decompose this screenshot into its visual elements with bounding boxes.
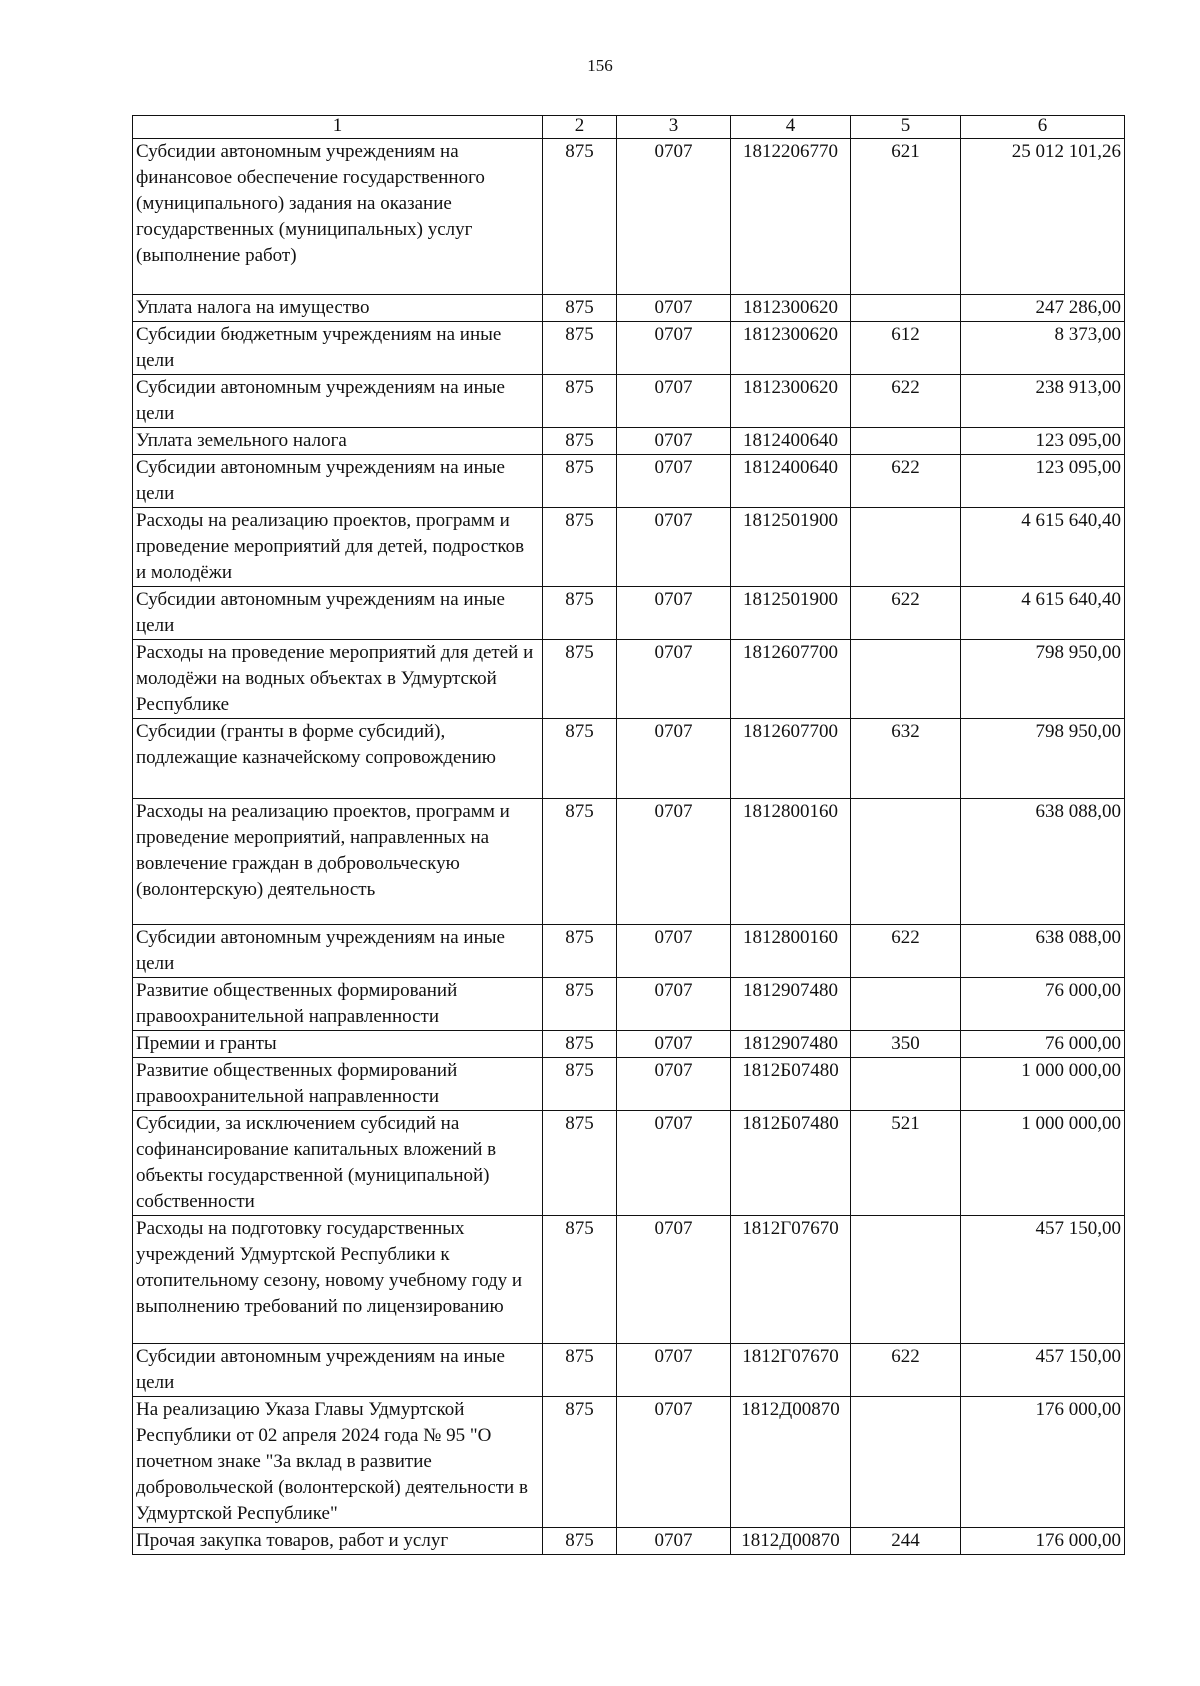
cell-ministry-code: 875 [543,1031,617,1058]
column-header-3: 3 [617,116,731,139]
cell-amount: 238 913,00 [961,375,1125,428]
column-header-1: 1 [133,116,543,139]
cell-expense-type: 622 [851,1344,961,1397]
cell-ministry-code: 875 [543,1058,617,1111]
cell-target-article: 1812907480 [731,978,851,1031]
cell-ministry-code: 875 [543,799,617,925]
cell-expense-type: 622 [851,375,961,428]
column-header-2: 2 [543,116,617,139]
cell-target-article: 1812607700 [731,719,851,799]
cell-target-article: 1812Д00870 [731,1528,851,1555]
cell-description: На реализацию Указа Главы Удмуртской Республики от 02 апреля 2024 года № 95 "О почетном знаке "За вклад в развитие добровольческой (волонтерской) деятельности в Удмуртской Республике" [133,1397,543,1528]
cell-description: Уплата налога на имущество [133,295,543,322]
cell-ministry-code: 875 [543,508,617,587]
cell-target-article: 1812907480 [731,1031,851,1058]
cell-expense-type [851,428,961,455]
cell-amount: 76 000,00 [961,1031,1125,1058]
cell-ministry-code: 875 [543,719,617,799]
cell-expense-type: 621 [851,139,961,295]
cell-amount: 798 950,00 [961,640,1125,719]
column-header-4: 4 [731,116,851,139]
cell-target-article: 1812800160 [731,925,851,978]
cell-target-article: 1812206770 [731,139,851,295]
cell-description: Премии и гранты [133,1031,543,1058]
cell-expense-type: 632 [851,719,961,799]
cell-amount: 457 150,00 [961,1216,1125,1344]
cell-amount: 1 000 000,00 [961,1111,1125,1216]
cell-target-article: 1812300620 [731,375,851,428]
table-row [133,1111,1125,1216]
cell-description: Субсидии (гранты в форме субсидий), подлежащие казначейскому сопровождению [133,719,543,799]
cell-target-article: 1812400640 [731,428,851,455]
cell-section-code: 0707 [617,455,731,508]
cell-ministry-code: 875 [543,1397,617,1528]
cell-section-code: 0707 [617,1344,731,1397]
cell-target-article: 1812300620 [731,295,851,322]
cell-amount: 176 000,00 [961,1528,1125,1555]
cell-amount: 25 012 101,26 [961,139,1125,295]
table-row [133,925,1125,978]
cell-ministry-code: 875 [543,640,617,719]
cell-description: Субсидии автономным учреждениям на иные цели [133,587,543,640]
cell-description: Развитие общественных формирований правоохранительной направленности [133,1058,543,1111]
table-row [133,508,1125,587]
table-row [133,719,1125,799]
cell-description: Расходы на проведение мероприятий для детей и молодёжи на водных объектах в Удмуртской Республике [133,640,543,719]
cell-ministry-code: 875 [543,375,617,428]
cell-section-code: 0707 [617,978,731,1031]
cell-expense-type [851,799,961,925]
cell-expense-type [851,640,961,719]
cell-description: Субсидии автономным учреждениям на иные цели [133,925,543,978]
table-row [133,978,1125,1031]
cell-description: Развитие общественных формирований правоохранительной направленности [133,978,543,1031]
table-row [133,322,1125,375]
cell-description: Субсидии автономным учреждениям на иные цели [133,455,543,508]
cell-section-code: 0707 [617,1058,731,1111]
cell-ministry-code: 875 [543,428,617,455]
cell-description: Субсидии автономным учреждениям на иные цели [133,375,543,428]
table-row [133,295,1125,322]
cell-target-article: 1812400640 [731,455,851,508]
cell-description: Расходы на реализацию проектов, программ и проведение мероприятий для детей, подростков и молодёжи [133,508,543,587]
cell-amount: 123 095,00 [961,455,1125,508]
cell-ministry-code: 875 [543,1111,617,1216]
table-row [133,139,1125,295]
cell-amount: 638 088,00 [961,925,1125,978]
cell-ministry-code: 875 [543,1528,617,1555]
column-header-6: 6 [961,116,1125,139]
cell-amount: 247 286,00 [961,295,1125,322]
cell-expense-type: 612 [851,322,961,375]
cell-ministry-code: 875 [543,1216,617,1344]
table-row [133,1397,1125,1528]
cell-ministry-code: 875 [543,925,617,978]
cell-amount: 457 150,00 [961,1344,1125,1397]
cell-target-article: 1812800160 [731,799,851,925]
cell-section-code: 0707 [617,1528,731,1555]
cell-target-article: 1812Б07480 [731,1058,851,1111]
cell-section-code: 0707 [617,640,731,719]
cell-expense-type [851,1397,961,1528]
cell-description: Расходы на реализацию проектов, программ и проведение мероприятий, направленных на вовлечение граждан в добровольческую (волонтерскую) деятельность [133,799,543,925]
cell-description: Субсидии автономным учреждениям на финансовое обеспечение государственного (муниципального) задания на оказание государственных (муниципальных) услуг (выполнение работ) [133,139,543,295]
cell-description: Субсидии, за исключением субсидий на софинансирование капитальных вложений в объекты государственной (муниципальной) собственности [133,1111,543,1216]
cell-amount: 4 615 640,40 [961,587,1125,640]
cell-amount: 1 000 000,00 [961,1058,1125,1111]
cell-description: Расходы на подготовку государственных учреждений Удмуртской Республики к отопительному сезону, новому учебному году и выполнению требований по лицензированию [133,1216,543,1344]
cell-description: Уплата земельного налога [133,428,543,455]
cell-target-article: 1812607700 [731,640,851,719]
cell-ministry-code: 875 [543,978,617,1031]
cell-section-code: 0707 [617,1216,731,1344]
cell-target-article: 1812Г07670 [731,1344,851,1397]
budget-table [132,115,1125,1555]
cell-description: Прочая закупка товаров, работ и услуг [133,1528,543,1555]
cell-amount: 4 615 640,40 [961,508,1125,587]
cell-description: Субсидии автономным учреждениям на иные цели [133,1344,543,1397]
table-row [133,1031,1125,1058]
table-row [133,1216,1125,1344]
cell-section-code: 0707 [617,925,731,978]
table-body [133,139,1125,1555]
cell-expense-type [851,1058,961,1111]
cell-target-article: 1812300620 [731,322,851,375]
cell-amount: 8 373,00 [961,322,1125,375]
cell-section-code: 0707 [617,1397,731,1528]
cell-amount: 638 088,00 [961,799,1125,925]
table-row [133,455,1125,508]
cell-ministry-code: 875 [543,1344,617,1397]
table-row [133,587,1125,640]
cell-amount: 123 095,00 [961,428,1125,455]
cell-target-article: 1812501900 [731,508,851,587]
cell-section-code: 0707 [617,1031,731,1058]
cell-amount: 176 000,00 [961,1397,1125,1528]
cell-expense-type [851,295,961,322]
cell-section-code: 0707 [617,1111,731,1216]
cell-expense-type: 244 [851,1528,961,1555]
cell-ministry-code: 875 [543,455,617,508]
cell-expense-type [851,508,961,587]
cell-ministry-code: 875 [543,139,617,295]
cell-section-code: 0707 [617,375,731,428]
cell-section-code: 0707 [617,719,731,799]
cell-section-code: 0707 [617,587,731,640]
cell-ministry-code: 875 [543,322,617,375]
table-row [133,1058,1125,1111]
cell-expense-type [851,978,961,1031]
cell-expense-type: 521 [851,1111,961,1216]
cell-section-code: 0707 [617,295,731,322]
cell-section-code: 0707 [617,322,731,375]
cell-expense-type [851,1216,961,1344]
cell-ministry-code: 875 [543,587,617,640]
table-row [133,799,1125,925]
cell-target-article: 1812Г07670 [731,1216,851,1344]
cell-amount: 798 950,00 [961,719,1125,799]
cell-section-code: 0707 [617,508,731,587]
table-row [133,640,1125,719]
cell-description: Субсидии бюджетным учреждениям на иные цели [133,322,543,375]
table-row [133,375,1125,428]
header-row [133,116,1125,139]
cell-target-article: 1812Б07480 [731,1111,851,1216]
cell-ministry-code: 875 [543,295,617,322]
cell-expense-type: 622 [851,925,961,978]
cell-expense-type: 622 [851,587,961,640]
cell-section-code: 0707 [617,428,731,455]
column-header-5: 5 [851,116,961,139]
table-row [133,428,1125,455]
cell-section-code: 0707 [617,799,731,925]
cell-target-article: 1812501900 [731,587,851,640]
cell-expense-type: 622 [851,455,961,508]
table-row [133,1344,1125,1397]
cell-target-article: 1812Д00870 [731,1397,851,1528]
table-row [133,1528,1125,1555]
cell-expense-type: 350 [851,1031,961,1058]
page-number: 156 [587,56,613,75]
cell-section-code: 0707 [617,139,731,295]
cell-amount: 76 000,00 [961,978,1125,1031]
